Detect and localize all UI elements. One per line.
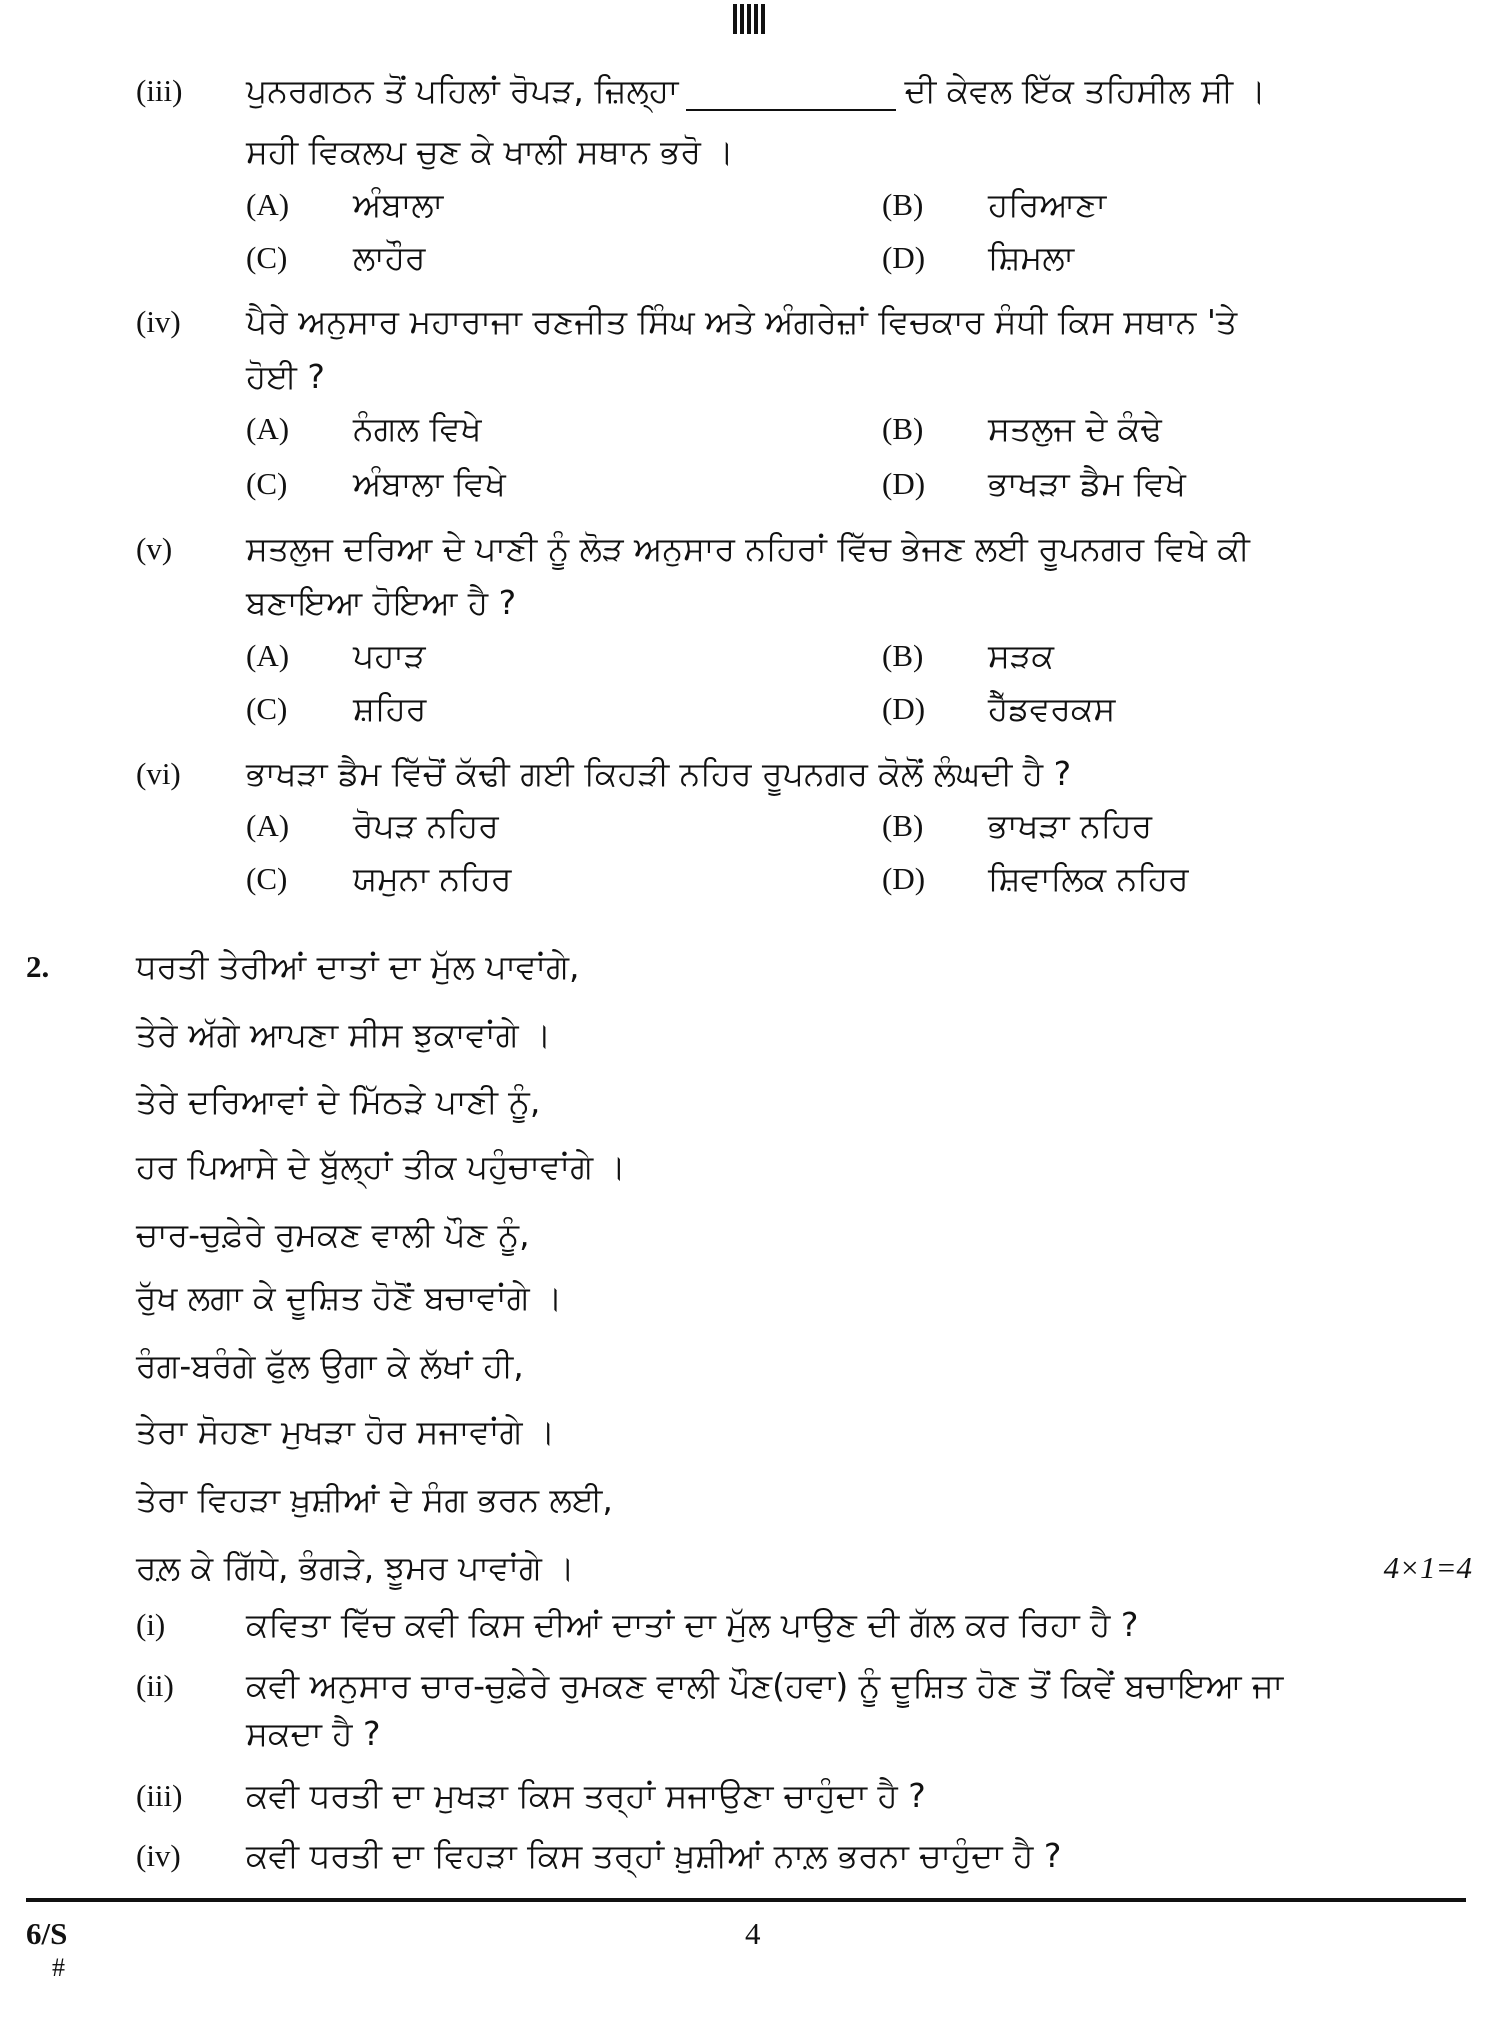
option-label: (A): [246, 638, 290, 673]
question-text: ਕਵੀ ਅਨੁਸਾਰ ਚਾਰ-ਚੁਫ਼ੇਰੇ ਰੁਮਕਣ ਵਾਲੀ ਪੌਣ(ਹਵਾ) ਨੂੰ ਦੂਸ਼ਿਤ ਹੋਣ ਤੋਂ ਕਿਵੇਂ ਬਚਾਇਆ ਜਾ: [246, 1666, 1284, 1705]
option-label: (A): [246, 808, 290, 843]
subq-number: (iv): [136, 304, 181, 339]
option-text: ਲਾਹੌਰ: [353, 238, 426, 277]
option-text: ਸ਼ਹਿਰ: [353, 689, 427, 728]
option-text: ਸ਼ਿਵਾਲਿਕ ਨਹਿਰ: [988, 859, 1189, 898]
option-text: ਰੋਪੜ ਨਹਿਰ: [353, 806, 499, 845]
option-label: (C): [246, 691, 288, 726]
option-text: ਅੰਬਾਲਾ: [353, 185, 444, 224]
option-text: ਸ਼ਿਮਲਾ: [988, 238, 1075, 277]
question-instruction: ਸਹੀ ਵਿਕਲਪ ਚੁਣ ਕੇ ਖਾਲੀ ਸਥਾਨ ਭਰੋ ।: [246, 132, 734, 171]
option-label: (B): [882, 808, 924, 843]
question-text: ਹੋਈ ?: [246, 357, 325, 396]
option-text: ਨੰਗਲ ਵਿਖੇ: [353, 409, 482, 448]
option-text: ਭਾਖੜਾ ਡੈਮ ਵਿਖੇ: [988, 464, 1186, 503]
poem-line: ਧਰਤੀ ਤੇਰੀਆਂ ਦਾਤਾਂ ਦਾ ਮੁੱਲ ਪਾਵਾਂਗੇ,: [136, 947, 580, 986]
question-text: ਕਵੀ ਧਰਤੀ ਦਾ ਮੁਖੜਾ ਕਿਸ ਤਰ੍ਹਾਂ ਸਜਾਉਣਾ ਚਾਹੁੰਦਾ ਹੈ ?: [246, 1776, 926, 1815]
option-label: (D): [882, 466, 926, 501]
subq-number: (vi): [136, 756, 181, 791]
question-text: [246, 71, 1266, 111]
option-text: ਪਹਾੜ: [353, 636, 426, 675]
poem-line: ਚਾਰ-ਚੁਫ਼ੇਰੇ ਰੁਮਕਣ ਵਾਲੀ ਪੌਣ ਨੂੰ,: [136, 1215, 530, 1254]
option-label: (D): [882, 240, 926, 275]
option-text: ਸੜਕ: [988, 636, 1055, 675]
option-label: (A): [246, 187, 290, 222]
poem-line: ਰਲ਼ ਕੇ ਗਿੱਧੇ, ਭੰਗੜੇ, ਝੂਮਰ ਪਾਵਾਂਗੇ ।: [136, 1548, 575, 1587]
question-text: ਸਕਦਾ ਹੈ ?: [246, 1714, 381, 1753]
subq-number: (iv): [136, 1838, 181, 1873]
subq-number: (iii): [136, 73, 183, 108]
option-text: ਹਰਿਆਣਾ: [988, 185, 1107, 224]
question-number: 2.: [26, 949, 50, 984]
option-text: ਭਾਖੜਾ ਨਹਿਰ: [988, 806, 1153, 845]
qr-code: [733, 4, 767, 34]
question-text-part: ਦੀ ਕੇਵਲ ਇੱਕ ਤਹਿਸੀਲ ਸੀ ।: [904, 71, 1266, 110]
footer-rule: [26, 1898, 1466, 1902]
question-text: ਕਵੀ ਧਰਤੀ ਦਾ ਵਿਹੜਾ ਕਿਸ ਤਰ੍ਹਾਂ ਖ਼ੁਸ਼ੀਆਂ ਨਾਲ਼ ਭਰਨਾ ਚਾਹੁੰਦਾ ਹੈ ?: [246, 1836, 1062, 1875]
option-label: (D): [882, 861, 926, 896]
question-text: ਪੈਰੇ ਅਨੁਸਾਰ ਮਹਾਰਾਜਾ ਰਣਜੀਤ ਸਿੰਘ ਅਤੇ ਅੰਗਰੇਜ਼ਾਂ ਵਿਚਕਾਰ ਸੰਧੀ ਕਿਸ ਸਥਾਨ 'ਤੇ: [246, 302, 1238, 341]
blank-line: [686, 81, 896, 111]
option-label: (C): [246, 240, 288, 275]
poem-line: ਹਰ ਪਿਆਸੇ ਦੇ ਬੁੱਲ੍ਹਾਂ ਤੀਕ ਪਹੁੰਚਾਵਾਂਗੇ ।: [136, 1147, 626, 1186]
subq-number: (i): [136, 1607, 166, 1642]
paper-code: 6/S: [26, 1916, 68, 1951]
option-label: (B): [882, 411, 924, 446]
poem-line: ਤੇਰਾ ਵਿਹੜਾ ਖ਼ੁਸ਼ੀਆਂ ਦੇ ਸੰਗ ਭਰਨ ਲਈ,: [136, 1480, 613, 1519]
option-label: (D): [882, 691, 926, 726]
option-label: (B): [882, 638, 924, 673]
poem-line: ਰੰਗ-ਬਰੰਗੇ ਫੁੱਲ ਉਗਾ ਕੇ ਲੱਖਾਂ ਹੀ,: [136, 1346, 524, 1385]
subq-number: (iii): [136, 1778, 183, 1813]
subq-number: (v): [136, 531, 173, 566]
page-number: 4: [745, 1916, 761, 1951]
poem-line: ਤੇਰੇ ਅੱਗੇ ਆਪਣਾ ਸੀਸ ਝੁਕਾਵਾਂਗੇ ।: [136, 1015, 552, 1054]
question-text: ਸਤਲੁਜ ਦਰਿਆ ਦੇ ਪਾਣੀ ਨੂੰ ਲੋੜ ਅਨੁਸਾਰ ਨਹਿਰਾਂ ਵਿੱਚ ਭੇਜਣ ਲਈ ਰੂਪਨਗਰ ਵਿਖੇ ਕੀ: [246, 529, 1250, 568]
hash-mark: #: [52, 1953, 65, 1982]
poem-line: ਰੁੱਖ ਲਗਾ ਕੇ ਦੂਸ਼ਿਤ ਹੋਣੋਂ ਬਚਾਵਾਂਗੇ ।: [136, 1278, 563, 1317]
option-label: (B): [882, 187, 924, 222]
option-text: ਹੈੱਡਵਰਕਸ: [988, 689, 1116, 728]
option-text: ਸਤਲੁਜ ਦੇ ਕੰਢੇ: [988, 409, 1162, 448]
option-label: (C): [246, 466, 288, 501]
question-text: ਭਾਖੜਾ ਡੈਮ ਵਿੱਚੋਂ ਕੱਢੀ ਗਈ ਕਿਹੜੀ ਨਹਿਰ ਰੂਪਨਗਰ ਕੋਲੋਂ ਲੰਘਦੀ ਹੈ ?: [246, 754, 1072, 793]
marks: 4×1=4: [1383, 1550, 1472, 1585]
option-text: ਅੰਬਾਲਾ ਵਿਖੇ: [353, 464, 506, 503]
option-text: ਯਮੁਨਾ ਨਹਿਰ: [353, 859, 512, 898]
question-text: ਬਣਾਇਆ ਹੋਇਆ ਹੈ ?: [246, 583, 517, 622]
question-text: ਕਵਿਤਾ ਵਿੱਚ ਕਵੀ ਕਿਸ ਦੀਆਂ ਦਾਤਾਂ ਦਾ ਮੁੱਲ ਪਾਉਣ ਦੀ ਗੱਲ ਕਰ ਰਿਹਾ ਹੈ ?: [246, 1605, 1139, 1644]
poem-line: ਤੇਰੇ ਦਰਿਆਵਾਂ ਦੇ ਮਿੱਠੜੇ ਪਾਣੀ ਨੂੰ,: [136, 1082, 541, 1121]
question-text-part: ਪੁਨਰਗਠਨ ਤੋਂ ਪਹਿਲਾਂ ਰੋਪੜ, ਜ਼ਿਲ੍ਹਾ: [246, 71, 679, 110]
subq-number: (ii): [136, 1668, 174, 1703]
option-label: (C): [246, 861, 288, 896]
option-label: (A): [246, 411, 290, 446]
poem-line: ਤੇਰਾ ਸੋਹਣਾ ਮੁਖੜਾ ਹੋਰ ਸਜਾਵਾਂਗੇ ।: [136, 1412, 556, 1451]
